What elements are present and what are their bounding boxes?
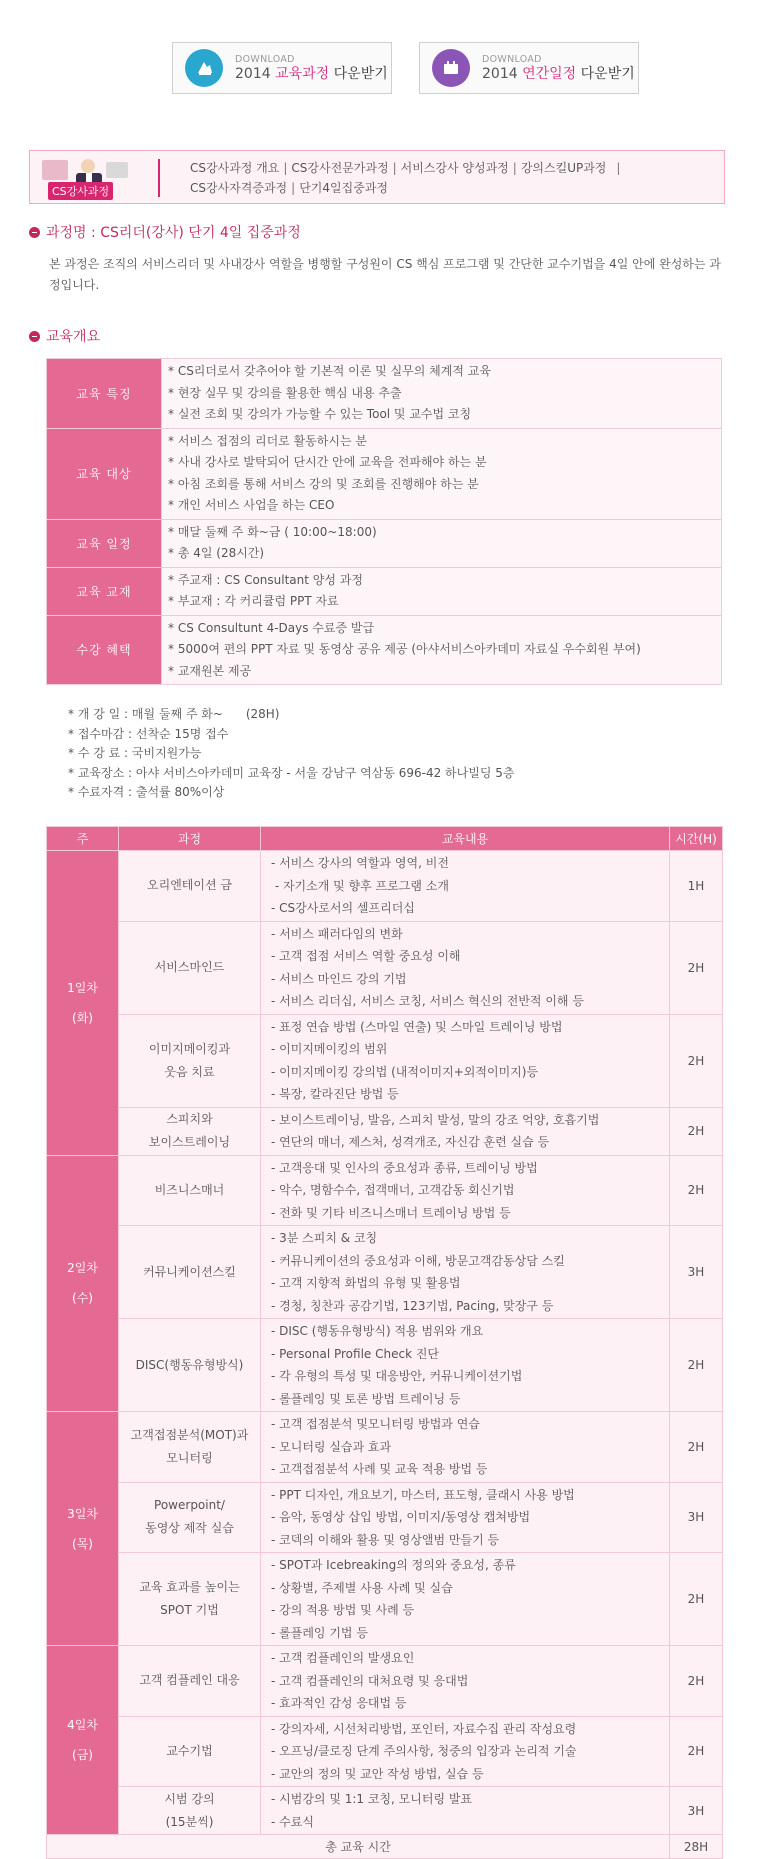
- day-label: 2일차: [67, 1261, 98, 1276]
- course-content-cell: [261, 1482, 670, 1553]
- course-name-cell: [119, 851, 261, 922]
- total-label: 총 교육 시간: [47, 1835, 670, 1859]
- course-hours: 2H: [670, 1014, 723, 1107]
- nav-separator: |: [512, 161, 517, 175]
- day-weekday: (수): [72, 1291, 93, 1306]
- course-content-item: - 롤플레잉 및 토론 방법 트레이닝 등: [271, 1391, 461, 1406]
- download-calendar-label: 다운받기: [580, 65, 635, 82]
- course-content-cell: [261, 1553, 670, 1646]
- overview-row: [47, 428, 722, 519]
- overview-item: * 총 4일 (28시간): [168, 546, 265, 560]
- course-content-item: - 코덱의 이해와 활용 및 영상앨범 만들기 등: [271, 1532, 500, 1547]
- course-nav-links: [190, 158, 720, 198]
- course-name-line: DISC(행동유형방식): [135, 1357, 244, 1372]
- nav-separator: |: [616, 161, 621, 175]
- overview-item: * 매달 둘째 주 화~금 ( 10:00~18:00): [168, 524, 377, 539]
- course-name-cell: [119, 1014, 261, 1107]
- info-item: * 교육장소 : 아샤 서비스아카데미 교육장 - 서울 강남구 역삼동 696-42 하나빌딩 5층: [68, 765, 515, 780]
- download-curriculum-accent: 교육과정: [275, 65, 330, 82]
- day-weekday: (목): [72, 1536, 93, 1551]
- course-name-line: 고객 컴플레인 대응: [139, 1673, 240, 1688]
- overview-item: * 주교재 : CS Consultant 양성 과정: [168, 572, 363, 587]
- course-content-cell: [261, 1107, 670, 1155]
- course-hours: 2H: [670, 1155, 723, 1226]
- course-content-item: - 표정 연습 방법 (스마일 연출) 및 스마일 트레이닝 방법: [271, 1019, 563, 1034]
- course-name-line: (15분씩): [165, 1814, 214, 1829]
- course-hours: 3H: [670, 1226, 723, 1319]
- schedule-row: [47, 1107, 723, 1155]
- course-content-cell: [261, 1319, 670, 1412]
- overview-item: * 개인 서비스 사업을 하는 CEO: [168, 498, 335, 512]
- course-nav-banner: [29, 150, 725, 204]
- overview-content: [162, 567, 722, 615]
- course-content-item: - 자기소개 및 향후 프로그램 소개: [271, 878, 449, 893]
- overview-row: [47, 519, 722, 567]
- course-content-item: - 3분 스피치 & 코칭: [271, 1231, 378, 1245]
- overview-item: * 5000여 편의 PPT 자료 및 동영상 공유 제공 (아샤서비스아카데미 자료실 우수회원 부여): [168, 642, 641, 656]
- course-title-heading: [29, 222, 301, 242]
- course-name-line: 이미지메이킹과: [148, 1041, 231, 1056]
- course-name-cell: [119, 1155, 261, 1226]
- course-name-cell: [119, 1716, 261, 1787]
- course-content-item: - 강의 적용 방법 및 사례 등: [271, 1603, 415, 1617]
- overview-content: [162, 615, 722, 685]
- course-content-cell: [261, 851, 670, 922]
- overview-item: * 사내 강사로 발탁되어 단시간 안에 교육을 전파해야 하는 분: [168, 455, 487, 469]
- course-content-item: - 수료식: [271, 1814, 314, 1829]
- course-content-item: - 연단의 매너, 제스처, 성격개조, 자신감 훈련 실습 등: [271, 1135, 550, 1149]
- day-weekday: (금): [72, 1748, 93, 1762]
- overview-item: * 현장 실무 및 강의를 활용한 핵심 내용 추출: [168, 385, 402, 400]
- download-calendar-year: 2014: [482, 65, 518, 82]
- course-content-item: - 서비스 강사의 역할과 영역, 비전: [271, 856, 449, 870]
- header-week: 주: [47, 827, 119, 851]
- course-name-cell: [119, 1226, 261, 1319]
- day-label: 1일차: [67, 980, 98, 995]
- course-content-item: - 이미지메이킹 강의법 (내적이미지+외적이미지)등: [271, 1064, 539, 1079]
- total-hours: 28H: [670, 1835, 723, 1859]
- course-name-line: 오리엔테이션 금: [147, 878, 232, 893]
- schedule-row: [47, 1319, 723, 1412]
- schedule-row: [47, 1646, 723, 1717]
- course-name-line: 웃음 치료: [164, 1064, 215, 1079]
- course-content-item: - 교안의 정의 및 교안 작성 방법, 실습 등: [271, 1766, 484, 1781]
- course-hours: 1H: [670, 851, 723, 922]
- minus-bullet-icon: [29, 227, 40, 238]
- course-name-line: 보이스트레이닝: [148, 1135, 231, 1149]
- course-name-line: 교수기법: [166, 1743, 213, 1758]
- course-content-item: - DISC (행동유형방식) 적용 범위와 개요: [271, 1324, 484, 1338]
- download-calendar-button[interactable]: [419, 42, 639, 94]
- course-content-item: - CS강사로서의 셀프리더십: [271, 901, 415, 915]
- schedule-row: [47, 1787, 723, 1835]
- course-content-cell: [261, 1155, 670, 1226]
- course-info-list: [68, 705, 514, 803]
- overview-label: 교육 교재: [47, 567, 162, 615]
- course-name-line: 교육 효과를 높이는: [139, 1580, 240, 1594]
- download-curriculum-year: 2014: [235, 65, 271, 82]
- day-label: 3일차: [67, 1506, 98, 1521]
- course-hours: 2H: [670, 1412, 723, 1483]
- info-item: * 수료자격 : 출석률 80%이상: [68, 785, 225, 799]
- overview-content: [162, 519, 722, 567]
- course-name-cell: [119, 1787, 261, 1835]
- nav-link-lecture-skill[interactable]: 강의스킬UP과정: [520, 161, 607, 175]
- schedule-row: [47, 1014, 723, 1107]
- course-content-item: - 고객 컴플레인의 대처요령 및 응대법: [271, 1673, 469, 1688]
- schedule-table: [46, 826, 723, 1859]
- schedule-row: [47, 1226, 723, 1319]
- nav-link-overview[interactable]: CS강사과정 개요: [190, 161, 280, 175]
- overview-item: * CS Consultunt 4-Days 수료증 발급: [168, 620, 375, 635]
- course-name-cell: [119, 1646, 261, 1717]
- course-content-item: - 상황별, 주제별 사용 사례 및 실습: [271, 1580, 453, 1595]
- overview-table: [46, 358, 722, 685]
- course-hours: 2H: [670, 921, 723, 1014]
- course-content-item: - 이미지메이킹의 범위: [271, 1042, 388, 1056]
- course-name-line: 모니터링: [166, 1450, 213, 1465]
- course-hours: 2H: [670, 1646, 723, 1717]
- course-content-item: - 전화 및 기타 비즈니스매너 트레이닝 방법 등: [271, 1205, 511, 1220]
- total-row: [47, 1835, 723, 1859]
- course-content-item: - PPT 디자인, 개요보기, 마스터, 표도형, 클래시 사용 방법: [271, 1487, 575, 1502]
- info-item: * 접수마감 : 선착순 15명 접수: [68, 726, 229, 741]
- course-content-item: - 서비스 리더십, 서비스 코칭, 서비스 혁신의 전반적 이해 등: [271, 994, 584, 1008]
- header-hours: 시간(H): [670, 827, 723, 851]
- header-content: 교육내용: [261, 827, 670, 851]
- course-content-cell: [261, 1014, 670, 1107]
- course-content-item: - 커뮤니케이션의 중요성과 이해, 방문고객감동상담 스킬: [271, 1253, 565, 1268]
- download-calendar-caption: DOWNLOAD: [482, 53, 542, 65]
- course-content-item: - 경청, 칭찬과 공감기법, 123기법, Pacing, 맞장구 등: [271, 1298, 554, 1313]
- nav-link-intensive-4day[interactable]: 단기4일집중과정: [299, 181, 388, 195]
- overview-row: [47, 359, 722, 429]
- info-item: * 수 강 료 : 국비지원가능: [68, 746, 202, 760]
- course-content-item: - Personal Profile Check 진단: [271, 1346, 440, 1361]
- day-weekday: (화): [72, 1010, 93, 1025]
- course-content-item: - 각 유형의 특성 및 대응방안, 커뮤니케이션기법: [271, 1369, 523, 1383]
- course-intro: 본 과정은 조직의 서비스리더 및 사내강사 역할을 병행할 구성원이 CS 핵심 프로그램 및 간단한 교수기법을 4일 안에 완성하는 과정입니다.: [49, 257, 721, 292]
- course-name-cell: [119, 1412, 261, 1483]
- course-content-cell: [261, 1646, 670, 1717]
- course-content-item: - 고객 접점분석 및모니터링 방법과 연습: [271, 1417, 480, 1431]
- course-content-item: - 서비스 마인드 강의 기법: [271, 971, 407, 986]
- course-content-item: - 서비스 패러다임의 변화: [271, 926, 403, 941]
- course-content-item: - SPOT과 Icebreaking의 정의와 중요성, 종류: [271, 1558, 516, 1572]
- course-content-item: - 고객 접점 서비스 역할 중요성 이해: [271, 949, 461, 963]
- course-content-item: - 시범강의 및 1:1 코칭, 모니터링 발표: [271, 1792, 473, 1806]
- day-cell: [47, 1412, 119, 1646]
- cs-instructor-logo: [36, 154, 136, 200]
- overview-row: [47, 567, 722, 615]
- course-hours: 2H: [670, 1716, 723, 1787]
- schedule-header-row: [47, 827, 723, 851]
- nav-divider: [158, 159, 160, 197]
- course-name-line: 비즈니스매너: [154, 1182, 225, 1197]
- overview-label: 교육 일정: [47, 519, 162, 567]
- nav-separator: |: [291, 181, 296, 195]
- course-content-item: - 보이스트레이닝, 발음, 스피치 발성, 말의 강조 억양, 호흡기법: [271, 1112, 600, 1127]
- course-name-cell: [119, 921, 261, 1014]
- download-curriculum-button[interactable]: [172, 42, 392, 94]
- course-content-item: - 음악, 동영상 삽입 방법, 이미지/동영상 캡쳐방법: [271, 1510, 531, 1524]
- course-content-cell: [261, 1412, 670, 1483]
- course-name-line: 시범 강의: [164, 1791, 215, 1806]
- course-content-item: - 고객 컴플레인의 발생요인: [271, 1651, 415, 1665]
- course-content-item: - 고객접점분석 사례 및 교육 적용 방법 등: [271, 1462, 488, 1476]
- overview-item: * 서비스 접점의 리더로 활동하시는 분: [168, 433, 367, 448]
- course-content-cell: [261, 921, 670, 1014]
- course-content-item: - 고객 지향적 화법의 유형 및 활용법: [271, 1276, 461, 1290]
- overview-heading: [29, 326, 100, 346]
- cs-instructor-logo-label: CS강사과정: [48, 182, 113, 200]
- course-content-item: - 모니터링 실습과 효과: [271, 1439, 392, 1454]
- course-title: 과정명 : CS리더(강사) 단기 4일 집중과정: [46, 225, 301, 241]
- course-content-cell: [261, 1226, 670, 1319]
- overview-label: 교육 대상: [47, 428, 162, 519]
- course-name-line: 동영상 제작 실습: [145, 1521, 234, 1536]
- course-content-item: - 오프닝/클로징 단계 주의사항, 청중의 입장과 논리적 기술: [271, 1744, 577, 1758]
- overview-label: 수강 혜택: [47, 615, 162, 685]
- course-content-item: - 롤플레잉 기법 등: [271, 1625, 368, 1640]
- overview-title: 교육개요: [46, 329, 101, 345]
- nav-separator: |: [392, 161, 397, 175]
- day-cell: [47, 1155, 119, 1412]
- course-name-cell: [119, 1319, 261, 1412]
- course-content-item: - 효과적인 감성 응대법 등: [271, 1696, 407, 1710]
- course-hours: 2H: [670, 1107, 723, 1155]
- course-content-item: - 강의자세, 시선처리방법, 포인터, 자료수집 관리 작성요령: [271, 1721, 577, 1736]
- nav-separator: |: [283, 161, 288, 175]
- schedule-row: [47, 851, 723, 922]
- course-name-cell: [119, 1553, 261, 1646]
- schedule-row: [47, 921, 723, 1014]
- download-calendar-accent: 연간일정: [522, 65, 577, 82]
- schedule-row: [47, 1553, 723, 1646]
- course-name-cell: [119, 1482, 261, 1553]
- day-label: 4일차: [67, 1718, 98, 1732]
- schedule-row: [47, 1482, 723, 1553]
- schedule-row: [47, 1716, 723, 1787]
- overview-content: [162, 428, 722, 519]
- overview-label: 교육 특징: [47, 359, 162, 429]
- overview-row: [47, 615, 722, 685]
- course-name-line: SPOT 기법: [160, 1603, 219, 1617]
- course-hours: 2H: [670, 1319, 723, 1412]
- course-content-item: - 복장, 칼라진단 방법 등: [271, 1087, 399, 1101]
- overview-item: * 교재원본 제공: [168, 663, 252, 678]
- minus-bullet-icon: [29, 331, 40, 342]
- nav-link-service-instructor[interactable]: 서비스강사 양성과정: [400, 161, 509, 175]
- course-hours: 3H: [670, 1482, 723, 1553]
- course-hours: 2H: [670, 1553, 723, 1646]
- course-content-item: - 고객응대 및 인사의 중요성과 종류, 트레이닝 방법: [271, 1160, 538, 1175]
- course-content-item: - 악수, 명함수수, 접객매너, 고객감동 회신기법: [271, 1183, 515, 1197]
- course-name-line: 커뮤니케이션스킬: [143, 1264, 236, 1279]
- schedule-row: [47, 1155, 723, 1226]
- course-name-line: 서비스마인드: [154, 960, 225, 974]
- course-name-cell: [119, 1107, 261, 1155]
- course-name-line: 고객접점분석(MOT)과: [130, 1427, 249, 1442]
- overview-item: * CS리더로서 갖추어야 할 기본적 이론 및 실무의 체계적 교육: [168, 364, 491, 378]
- overview-content: [162, 359, 722, 429]
- day-cell: [47, 1646, 119, 1835]
- download-calendar-icon: [432, 49, 470, 87]
- course-name-line: Powerpoint/: [154, 1498, 225, 1513]
- overview-item: * 아침 조회를 통해 서비스 강의 및 조회를 진행해야 하는 분: [168, 476, 479, 491]
- download-curriculum-icon: [185, 49, 223, 87]
- day-cell: [47, 851, 119, 1156]
- header-course: 과정: [119, 827, 261, 851]
- overview-item: * 부교재 : 각 커리큘럼 PPT 자료: [168, 594, 339, 608]
- schedule-row: [47, 1412, 723, 1483]
- download-curriculum-caption: DOWNLOAD: [235, 53, 295, 65]
- download-curriculum-label: 다운받기: [333, 65, 388, 82]
- course-content-cell: [261, 1787, 670, 1835]
- nav-link-certificate[interactable]: CS강사자격증과정: [190, 181, 288, 195]
- course-hours: 3H: [670, 1787, 723, 1835]
- course-name-line: 스피치와: [166, 1112, 213, 1126]
- info-item: * 개 강 일 : 매월 둘째 주 화~ (28H): [68, 707, 280, 721]
- overview-item: * 실전 조회 및 강의가 가능할 수 있는 Tool 및 교수법 코칭: [168, 407, 472, 421]
- course-content-cell: [261, 1716, 670, 1787]
- nav-link-expert[interactable]: CS강사전문가과정: [291, 161, 389, 175]
